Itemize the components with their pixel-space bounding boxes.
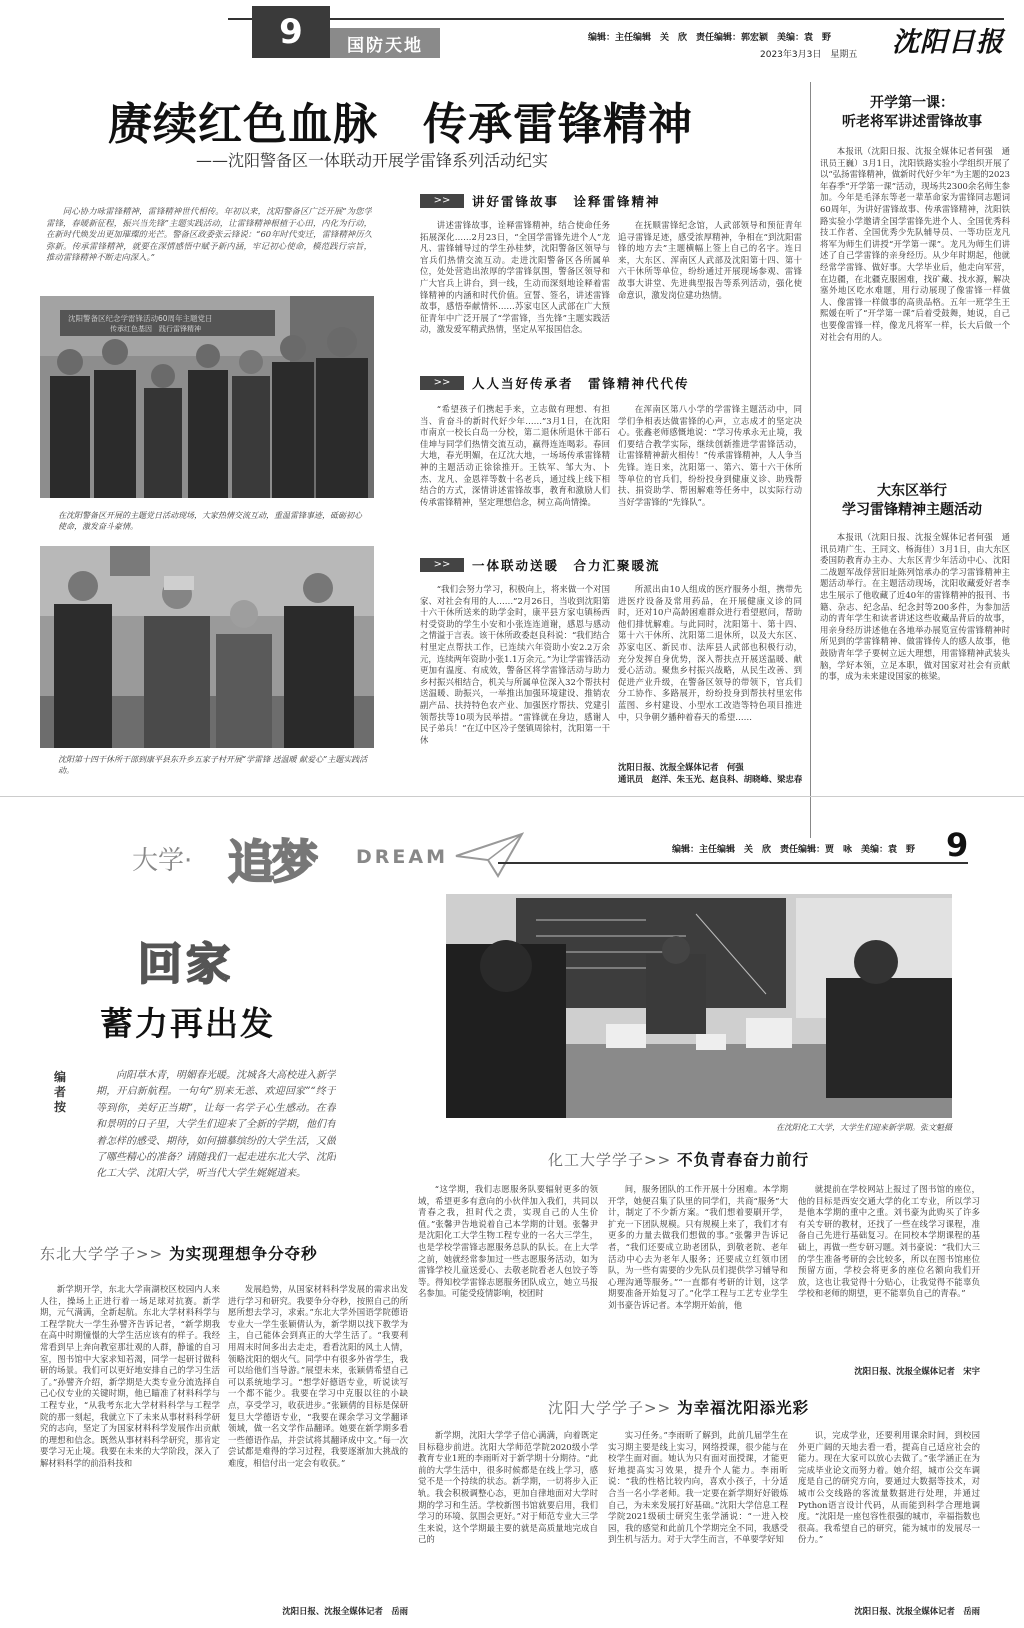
header-editors: 编辑：主任编辑 关 欣 责任编辑：郭宏颖 美编：袁 野: [588, 33, 832, 43]
section3-col1: “我们会努力学习，积极向上，将来做一个对国家、对社会有用的人……”2月26日，当收到沈阳第十六干休所送来的助学金时，康平县方家屯镇杨西村受资助的学生小安和小张连连道谢，感恩与感动之情溢于言表。该干休所政委赵良科说：“我们结合村里定点帮扶工作，已连续六年资助小安2.2万余元，连续两年资助小张1.1万余元。”为让学雷锋活动更加有温度、有成效，警备区将学雷锋活动与助力乡村振兴相结合，机关与所属单位深入32个帮扶村送温暖、助振兴，一举推出加强环境建设、推销农副产品、扶持特色农产业、加强医疗帮扶、党建引领帮扶等10项为民举措。“雷锋就在身边，感谢人民子弟兵！”在辽中区冷子堡镇周徐村，沈阳第一干休: [420, 584, 610, 745]
editor-note: 向阳草木青，明媚春光暖。沈城各大高校进入新学期，开启新航程。一句句“别来无恙、欢迎回家”“终于等到你，美好正当期”，让每一名学子心生感动。在春和景明的日子里，大学生们迎来了全新的学期，他们有着怎样的感受、期待，如何描摹缤纷的大学生活，又做了哪些精心的准备？请随我们一起走进东北大学、沈阳化工大学、沈阳大学，听当代大学生娓娓道来。: [96, 1070, 336, 1180]
photo-sanatorium-visit-image: [40, 546, 374, 748]
syu-col1: 新学期，沈阳大学学子信心满满，向着既定目标稳步前进。沈阳大学师范学院2020级小学教育专业1班的李雨昕对于新学期十分期待。“此前的大学生活中，很多时候都是在线上学习，感觉不是一个持续的状态。新学期，一切将步入正轨。我会积极调整心态，更加自律地面对大学时期的学习和生活。学校新图书馆就要启用，我们学习的环境、氛围会更好。”对于师范专业大三学生来说，这个学期最主要的就是高质量地完成自己的: [418, 1430, 598, 1545]
main-headline: 赓续红色血脉 传承雷锋精神: [108, 99, 693, 150]
photo-sanatorium-visit: [40, 546, 374, 748]
neu-col1: 新学期开学，东北大学南湖校区校园内人来人往，操场上正进行着一场足球对抗赛。新学期，元气满满，全新起航。东北大学材料科学与工程学院大一学生孙譬齐告诉记者，“新学期我在高中时期憧憬的大学生活应该有的样子。我经常看到早上奔向教室那壮观的人群，静谧的自习室，图书馆中大家求知若渴，同学一起研讨做科研的场景。我们可以更好地安排自己的学习生活了。”孙譬齐介绍，新学期是大类专业分流选择自己心仪专业的关键时期，他已瞄准了材料科学与工程专业，“从我考东北大学材料科学与工程学院的那一刻起，我就立下了未来从事材料科学研究的志向，坚定了为国家材料科学发展作出贡献的理想和信念。既然从事材料科学研究，那肯定要学习无止境。我要在未来的大学阶段，深入了解材料科学的前沿科技和: [40, 1284, 220, 1468]
header-date: 2023年3月3日 星期五: [760, 50, 858, 60]
photo-party-day-image: [40, 296, 374, 498]
side2-title: 大东区举行 学习雷锋精神主题活动: [842, 483, 982, 518]
page-number: 9: [279, 12, 303, 52]
photo-lab-image: [446, 894, 952, 1118]
section-name: 国防天地: [347, 35, 423, 56]
section-title: 一体联动送暖 合力汇聚暖流: [472, 558, 661, 573]
syu-header: [548, 1394, 809, 1420]
neu-col2: 发展趋势，从国家材料科学发展的需求出发进行学习和研究。我要争分夺秒，按照自己的所愿所想去学习，求索。”东北大学外国语学院德语专业大一学生张颖倩认为，新学期以找下教学为主，自己能体会到真正的大学生活了。“我要利用周末时间多出去走走，看看沈阳的风土人情，领略沈阳的烟火气。同学中有很多外省学生，我可以给他们当导游。”展望未来，张颖倩希望自己可以系统地学习。“想学好德语专业，听说读写一个都不能少。我要在学习中克服以往的小缺点，享受学习，收获进步。”张颖倩的目标是保研复旦大学德语专业，“我要在课余学习文学翻译领域，做一名文学作品翻译。她要在新学期多看一些德语作品，并尝试将其翻译成中文。”每一次尝试都是难得的学习过程，我要逐渐加大挑战的难度，相信付出一定会有收获。”: [228, 1284, 408, 1468]
photo-party-day: [40, 296, 374, 498]
lower-editors: 编辑：主任编辑 关 欣 责任编辑：贾 咏 美编：袁 野: [672, 845, 916, 855]
lower-header-rule: [498, 862, 968, 864]
side2-body: 本报讯（沈阳日报、沈报全媒体记者何强 通讯员靖广生、王同文、杨海佳）3月1日，由大东区委国防教育办主办、大东区青少年活动中心、沈阳二战题军战俘营旧址陈列馆承办的学习雷锋精神主题活动举行。在主题活动现场，沈阳收藏爱好者李忠生展示了他收藏了近40年的雷锋精神的报刊、书籍、杂志、纪念品、纪念封等200多件，为参加活动的青年学生和读者讲述这些收藏品背后的故事，用亲身经历讲述他在各地举办展览宣传雷锋精神时所见到的学雷锋精神、做雷锋传人的感人故事，他鼓励青年学子要树立远大理想，用雷锋精神武装头脑，学好本领，立足本职，做对国家对社会有贡献的事，成为未来建设国家的栋梁。: [820, 532, 1010, 682]
section3-signature-2: 通讯员 赵洋、朱玉光、赵良科、胡晓峰、梁忠春: [618, 774, 802, 784]
hgu-col2: 间，服务团队的工作开展十分困难。本学期开学，她便召集了队里的同学们，共商“服务”大计，制定了不少新方案。“我们想着要刷开学，扩充一下团队规模。只有规模上来了，我们才有更多的力量去做我们想做的事。”张馨尹告诉记者，“我们还要成立助老团队，到敬老院、老年活动中心去为老年人服务；还要成立红领巾团队，为一些有需要的少先队员们提供学习辅导和心理沟通等服务。”“一直都有考研的计划，这学期要准备开始复习了。”化学工程与工艺专业学生刘书豪告诉记者。本学期开始前，他: [608, 1184, 788, 1310]
section-tab: [330, 28, 440, 58]
hgu-title: 不负青春奋力前行: [677, 1151, 810, 1169]
section2-col1: “希望孩子们携起手来，立志做有理想、有担当、肯奋斗的新时代好少年……”3月1日，在沈阳市南京一校长白岛一分校，第二退休所退休干部石佳坤与同学们热情交流互动，赢得连连喝彩。春回大地，春光明媚，在辽沈大地，一场场传承雷锋精神的主题活动正徐徐推开。王铁军、邹大为、卜杰、龙凡、金恩祥等数十名老兵，通过线上线下相结合的方式，深情讲述雷锋故事，教育和激励人们传承雷锋精神，坚定理想信念，树立高尚情操。: [420, 404, 610, 507]
hgu-header: [548, 1146, 809, 1172]
paper-plane-icon: [454, 830, 524, 880]
banner-line-1: 沈阳警备区纪念学雷锋活动60周年主题党日: [68, 314, 213, 323]
banner-line-2: 传承红色基因 践行雷锋精神: [110, 325, 201, 333]
syu-col2: 实习任务。”李雨昕了解到，此前几届学生在实习期主要是线上实习，网络授课，很少能与在校学生面对面。她认为只有面对面授课，才能更好地提高实习效果，提升个人能力。李雨昕说：“我的性格比较内向，喜欢小孩子，十分适合当一名小学老师。我一定要在新学期好好锻炼自己，为未来发展打好基础。”沈阳大学信息工程学院2021级硕士研究生张学涵说：“一进入校园，我的感觉和此前几个学期完全不同，我感受到生机与活力。对于大学生而言，不单要学好知: [608, 1430, 788, 1545]
section-head-2: [420, 374, 690, 392]
brand-university: 大学·: [132, 846, 193, 876]
neu-header: [40, 1240, 318, 1266]
neu-title: 为实现理想争分夺秒: [169, 1245, 318, 1263]
section-arrow: >>: [420, 558, 464, 572]
right-column-rule: [810, 82, 811, 838]
huijia-title: 回家: [138, 939, 234, 990]
main-intro: 同心协力咏雷锋精神，雷锋精神世代相传。年初以来，沈阳警备区广泛开展“为您学雷锋，春暖新征程，振兴当先锋”主题实践活动，让雷锋精神根植于心田，内化为行动，在新时代焕发出更加璀璨的光芒。警备区政委张云锋说：“60年时代变迁，雷锋精神历久弥新。传承雷锋精神，就要在深情感悟中赋予新内涵，牢记初心使命，模范践行宗旨，推动雷锋精神不断走向深入。”: [46, 206, 372, 263]
section-head-1: [420, 192, 661, 210]
side1-title: 开学第一课： 听老将军讲述雷锋故事: [842, 95, 982, 130]
section-head-3: [420, 556, 661, 574]
section1-col2: 在抚顺雷锋纪念馆，人武部领导和预征青年追寻雷锋足迹，感受浓厚精神，争相在“到沈阳雷锋的地方去”主题横幅上签上自己的名字。连日来，大东区、浑南区人武部及沈阳第十四、第十六干休所等单位，纷纷通过开展现场参观、雷锋故事大讲堂、先进典型报告等系列活动，强化使命意识，激发岗位建功热情。: [618, 220, 802, 300]
section-title: 讲好雷锋故事 诠释雷锋精神: [472, 194, 661, 209]
hgu-name: 化工大学学子>>: [548, 1150, 672, 1169]
photo1-caption: 在沈阳警备区开展的主题党日活动现场，大家热情交流互动，重温雷锋事迹，砥砺初心使命，激发奋斗豪情。: [58, 511, 362, 531]
main-subhead: ——沈阳警备区一体联动开展学雷锋系列活动纪实: [196, 151, 549, 170]
section-title: 人人当好传承者 雷锋精神代代传: [472, 376, 690, 391]
lab-photo-caption: 在沈阳化工大学，大学生们迎来新学期。张文魁摄: [776, 1123, 952, 1132]
section2-col2: 在浑南区第八小学的学雷锋主题活动中，同学们争相表达做雷锋的心声，立志成才的坚定决心。张鑫老师感慨地说：“学习传承永无止境，我们要结合教学实际，继续创新推进学雷锋活动，让雷锋精神薪火相传！”传承雷锋精神，人人争当先锋。连日来，沈阳第一、第六、第十六干休所等单位的官兵们，纷纷投身到健康义诊、助残帮扶、捐资助学、帮困解难等任务中，以实际行动当好学雷锋的“先锋队”。: [618, 404, 802, 507]
neu-name: 东北大学学子>>: [40, 1244, 164, 1263]
dream-brand: [132, 818, 512, 898]
section-arrow: >>: [420, 376, 464, 390]
syu-title: 为幸福沈阳添光彩: [677, 1399, 810, 1417]
page-divider: [0, 796, 1024, 797]
header-rule: [228, 18, 1004, 20]
section3-col2: 所派出由10人组成的医疗服务小组，携带先进医疗设备及常用药品，在开展健康义诊的同时，还对10户高龄困难群众进行看望慰问，帮助他们排忧解难。与此同时，沈阳第十、第十四、第十六干休所、沈阳第二退休所，以及大东区、苏家屯区、新民市、法库县人武部也积极行动，充分发挥自身优势，深入帮扶点开展送温暖、献爱心活动。聚焦乡村振兴战略，从民生改善、到促进产业升级，在警备区领导的带领下，官兵们分工协作、多路展开，纷纷投身到帮扶村里宏伟蓝图、乡村建设、小型水工改造等特色项目推进中，只争朝夕播种着春天的希望……: [618, 584, 802, 722]
newspaper-logo: 沈阳日报: [892, 27, 1004, 58]
photo2-caption: 沈阳第十四干休所干部到康平县东升乡五家子村开展“学雷锋 送温暖 献爱心”主题实践活动。: [58, 755, 368, 775]
photo-lab: [446, 894, 952, 1118]
lower-page-number: 9: [946, 826, 969, 864]
side1-body: 本报讯（沈阳日报、沈报全媒体记者何强 通讯员王巍）3月1日，沈阳铁路实验小学组织开展了以“弘扬雷锋精神，做新时代好少年”为主题的2023年春季“开学第一课”活动，现场共2300余名师生参加。今年是毛泽东等老一辈革命家为雷锋同志题词60周年，为讲好雷锋故事、传承雷锋精神，沈阳铁路实验小学邀请全国学雷锋先进个人、全国优秀科技工作者、全国优秀少先队辅导员、一等功臣龙凡将军为师生们讲授“开学第一课”。龙凡为师生们讲述了自己学雷锋的亲身经历。从少年时期起，他就经常学雷锋、做好事。大学毕业后，他走向军营，在边疆，在北疆克服困难，找矿藏、找水源，解决塞外地区吃水难题，用行动展现了像雷锋一样做人、像雷锋一样做事的高贵品格。五年一班学生王熙媛在听了“开学第一课”后着受鼓舞，她说，自己也要像雷锋一样，像龙凡将军一样，长大后做一个对社会有用的人。: [820, 146, 1010, 342]
syu-signature: 沈阳日报、沈报全媒体记者 岳雨: [854, 1606, 980, 1616]
hgu-signature: 沈阳日报、沈报全媒体记者 宋宇: [854, 1366, 980, 1376]
hgu-col3: 就提前在学校网站上报过了图书馆的座位，他的目标是西安交通大学的化工专业，所以学习是他本学期的重中之重。刘书豪为此购买了许多有关专研的教材，还找了一些在线学习课程，准备自己先进行基础复习。在同校本学期课程的基础上，再做一些专研习题。刘书豪说：“我们大三的学生准备考研的会比较多，所以在图书馆座位预留方面，学校会将更多的座位名额向我们开放，这也让我觉得十分贴心，让我觉得不能辜负学校和老师的期望，更不能辜负自己的青春。”: [798, 1184, 980, 1299]
lower-title: 蓄力再出发: [100, 1004, 275, 1043]
syu-name: 沈阳大学学子>>: [548, 1398, 672, 1417]
section1-col1: 讲述雷锋故事，诠释雷锋精神，结合使命任务拓展深化……2月23日，“全国学雷锋先进个人”龙凡、雷锋辅导过的学生孙桂梦，沈阳警备区领导与官兵们热情交流互动。走进沈阳警备区各所属单位，处处营造出浓厚的学雷锋氛围，警备区领导和广大官兵上讲台，到一线，生动而深刻地诠释着雷锋精神的内涵和时代价值。宣誓、签名，讲述雷锋故事，感悟奉献情怀……苏家屯区人武部在广大预征青年中广泛开展了“学雷锋，当先锋”主题实践活动，激发爱军精武热情，坚定从军报国信念。: [420, 220, 610, 335]
editor-note-label: 编者按: [54, 1070, 67, 1114]
page-number-box: [252, 6, 330, 58]
section3-signature-1: 沈阳日报、沈报全媒体记者 何强: [618, 762, 744, 772]
syu-col3: 识，完成学业，还要利用课余时间，到校园外更广阔的天地去看一看，提高自己适应社会的能力。现在大家可以放心去做了。”张学涵正在为完成毕业论文而努力着。她介绍，城市公交车调度是自己的研究方向，要通过大数据等技术，对城市公交线路的客流量数据进行处理，并通过Python语言设计代码，从而能到科学合理地调度。“沈阳是一座包容性很强的城市，幸福指数也很高。我希望自己的研究，能为城市的发展尽一份力。”: [798, 1430, 980, 1545]
section-arrow: >>: [420, 194, 464, 208]
brand-pursue-dream: 追梦: [228, 835, 316, 889]
brand-dream-en: DREAM: [356, 846, 448, 868]
hgu-col1: “这学期，我们志愿服务队要辐射更多的领域，希望更多有意向的小伙伴加入我们，共同以青春之我，担时代之责，实现自己的人生价值。”张馨尹告地说着自己本学期的计划。张馨尹是沈阳化工大学生物工程专业的一名大三学生，也是学校学雷锋志愿服务总队的队长。在上大学之前，她就经常参加过一些志愿服务活动，如为雷锋学校儿童送爱心、去敬老院看老人包饺子等等。得知校学雷锋志愿服务团队成立，她立马报名参加。可能受疫情影响，校团时: [418, 1184, 598, 1299]
page-header: [228, 6, 1018, 66]
neu-signature: 沈阳日报、沈报全媒体记者 岳雨: [282, 1606, 408, 1616]
